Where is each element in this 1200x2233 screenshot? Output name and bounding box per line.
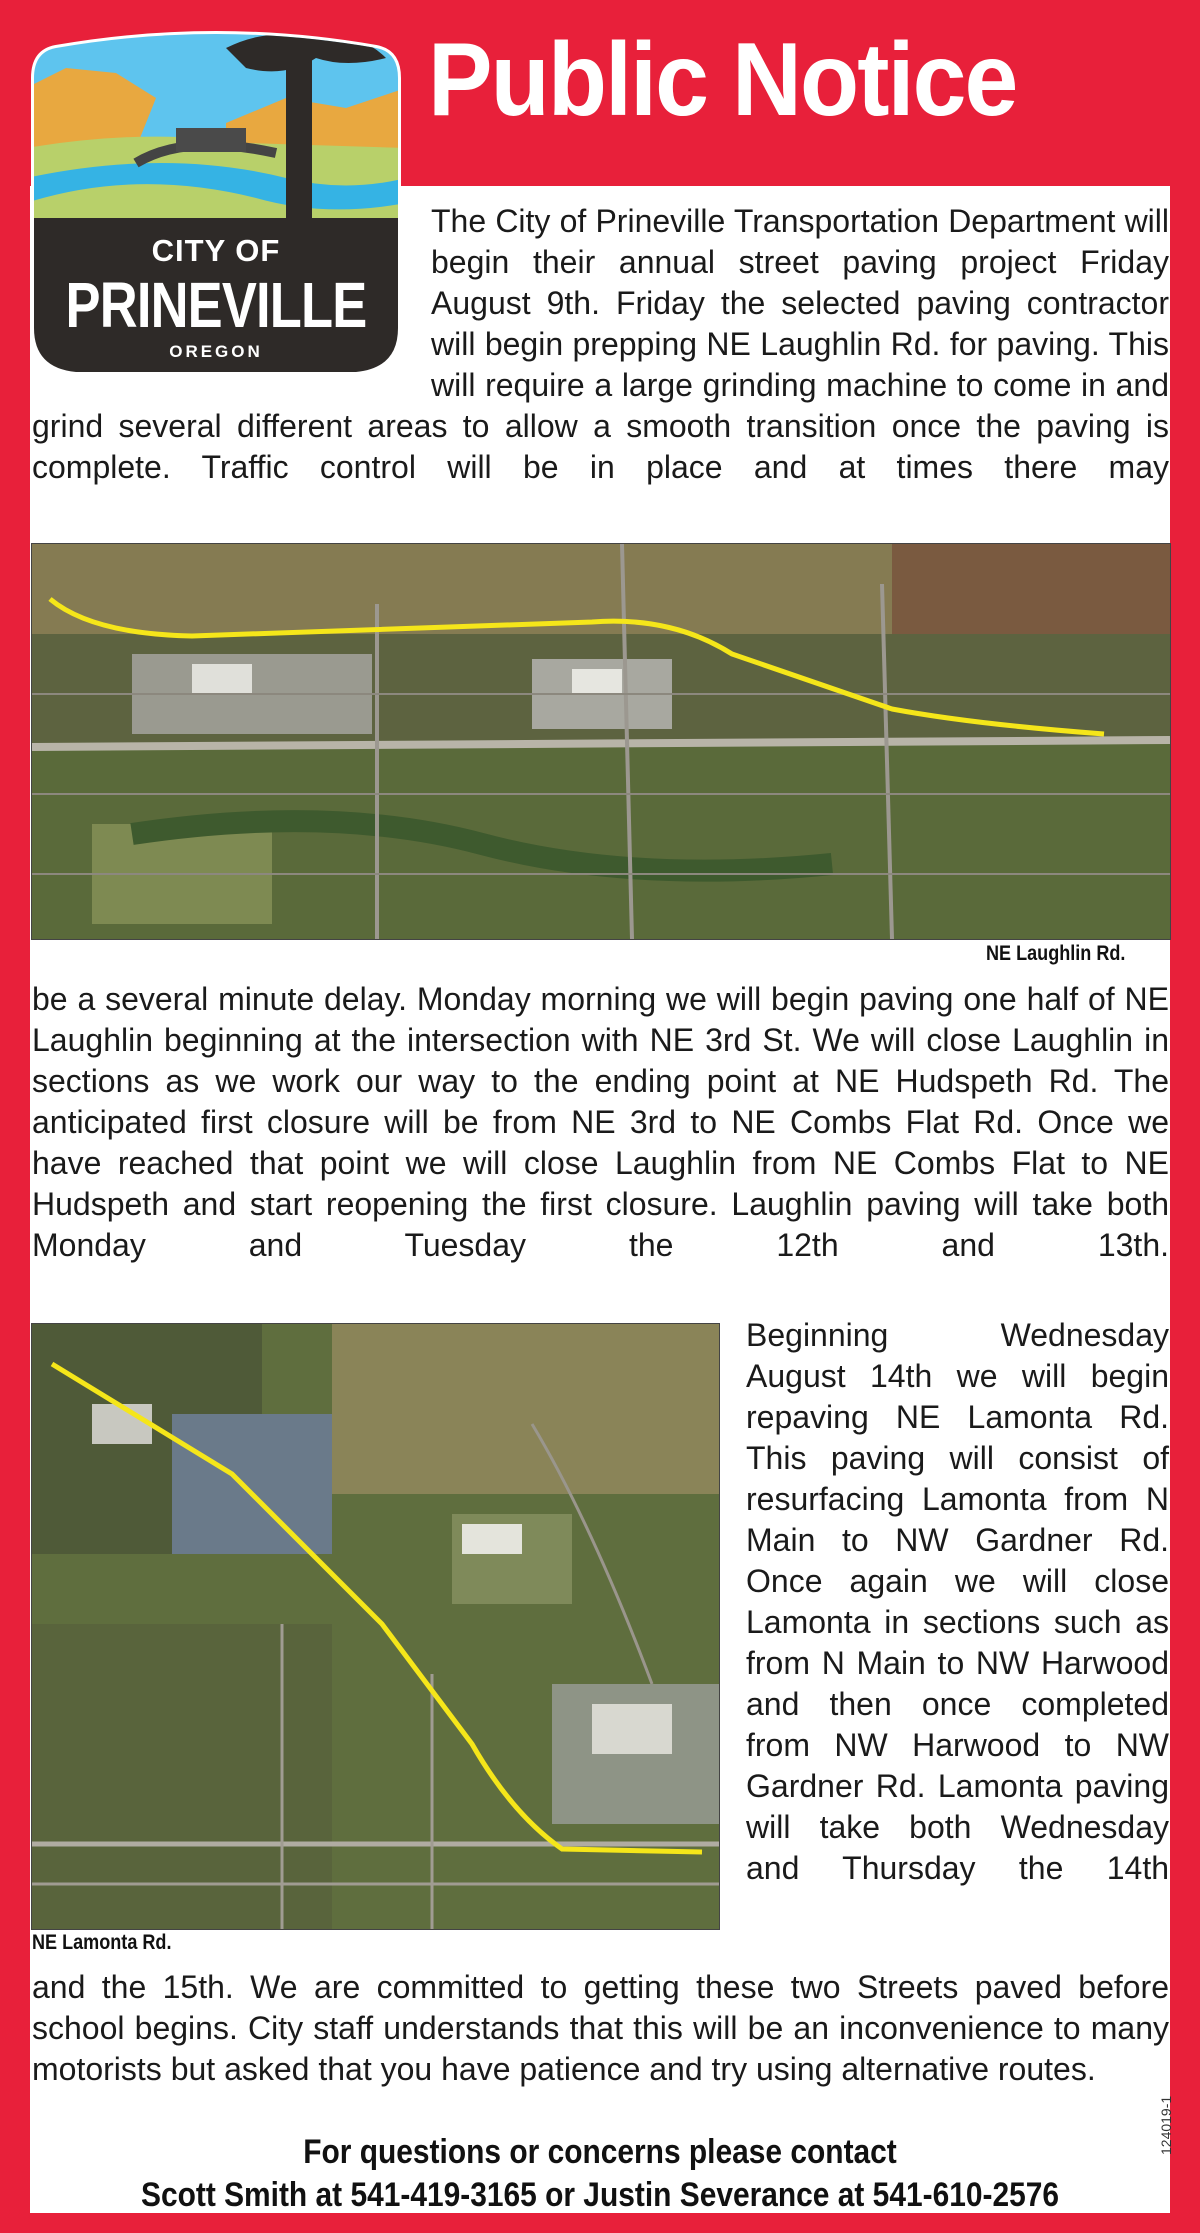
contact-details: Scott Smith at 541-419-3165 or Justin Severance at 541-610-2576 — [140, 2176, 1060, 2214]
paragraph-lamonta: Beginning Wednesday August 14th we will begin repaving NE Lamonta Rd. This paving will consist of resurfacing Lamonta from N Main to NW Gardner Rd. Once again we will close Lamonta in sections such as from N Main to NW Harwood and then once completed from NW Harwood to NW Gardner Rd. Lamonta paving will take both Wednesday and Thursday the 14th — [746, 1317, 1169, 1886]
logo-city-name: PRINEVILLE — [65, 269, 367, 341]
logo-city-of: CITY OF — [151, 233, 281, 268]
paragraph-intro: The City of Prineville Transportation Department will begin their annual street paving project Friday August 9th. Friday the selected paving contractor will begin prepping NE Laughlin Rd. for paving. This will require a large grinding machine to come in and grind several different areas to allow a smooth transition once the paving is complete. Traffic control will be in place and at times there may — [32, 203, 1169, 485]
paragraph-closing: and the 15th. We are committed to getting these two Streets paved before school begins. City staff understands that this will be an inconvenience to many motorists but asked that you have patience and try using alternative routes. — [32, 1969, 1169, 2087]
ad-code: 124019-1 — [1158, 2095, 1174, 2155]
paragraph-1-container — [32, 201, 1169, 488]
lamonta-map-caption: NE Lamonta Rd. — [32, 1931, 172, 1954]
contact-heading: For questions or concerns please contact — [303, 2133, 897, 2171]
lamonta-aerial-image — [32, 1324, 719, 1929]
notice-title: Public Notice — [428, 22, 1017, 138]
laughlin-road-map — [31, 543, 1171, 940]
lamonta-road-map — [31, 1323, 720, 1930]
paragraph-laughlin: be a several minute delay. Monday morning we will begin paving one half of NE Laughlin beginning at the intersection with NE 3rd St. We will close Laughlin in sections as we work our way to the ending point at NE Hudspeth Rd. The anticipated first closure will be from NE 3rd to NE Combs Flat Rd. Once we have reached that point we will close Laughlin from NE Combs Flat to NE Hudspeth and start reopening the first closure. Laughlin paving will take both Monday and Tuesday the 12th and 13th. — [32, 981, 1169, 1263]
laughlin-map-caption: NE Laughlin Rd. — [986, 942, 1126, 965]
laughlin-aerial-image — [32, 544, 1170, 939]
logo-wrap-space — [32, 201, 431, 406]
logo-state: OREGON — [169, 342, 263, 361]
